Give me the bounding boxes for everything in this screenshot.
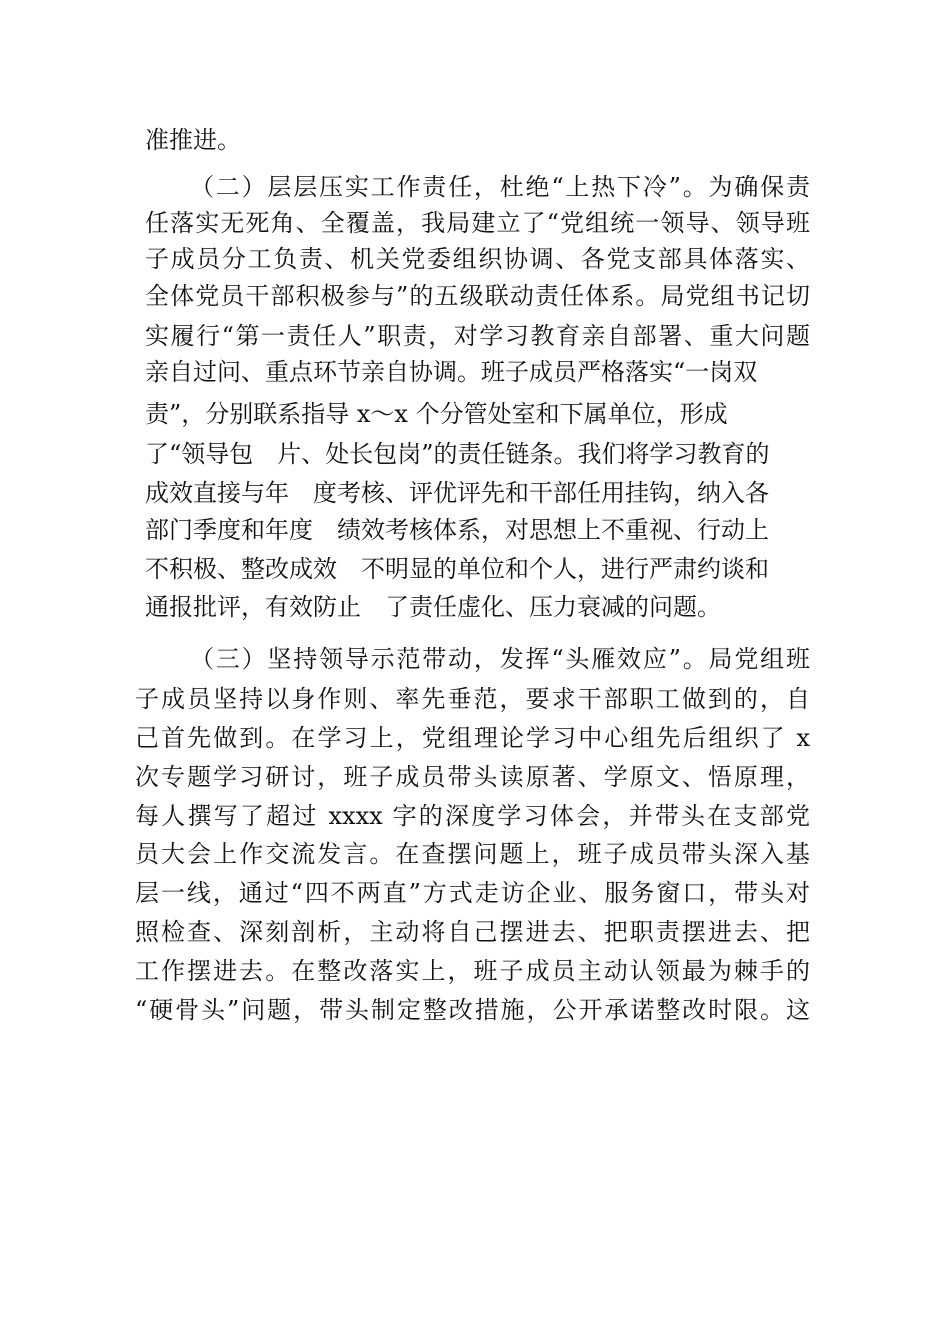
text-line: 通报批评，有效防止 了责任虚化、压力衰减的问题。 — [145, 593, 721, 621]
text-line: 任落实无死角、全覆盖，我局建立了“党组统一领导、领导班 — [145, 209, 810, 237]
text-line: 子成员分工负责、机关党委组织协调、各党支部具体落实、 — [145, 245, 810, 273]
text-line: 责”，分别联系指导 x～x 个分管处室和下属单位，形成 — [145, 400, 728, 428]
text-line: 不积极、整改成效 不明显的单位和个人，进行严肃约谈和 — [145, 555, 769, 583]
text-line: 部门季度和年度 绩效考核体系，对思想上不重视、行动上 — [145, 516, 769, 544]
text-line: 成效直接与年 度考核、评优评先和干部任用挂钩，纳入各 — [145, 479, 769, 507]
text-line: 工作摆进去。在整改落实上，班子成员主动认领最为棘手的 — [135, 957, 810, 985]
text-line: 子成员坚持以身作则、率先垂范，要求干部职工做到的，自 — [135, 685, 810, 713]
text-line: 全体党员干部积极参与”的五级联动责任体系。局党组书记切 — [145, 282, 810, 310]
text-line: 照检查、深刻剖析，主动将自己摆进去、把职责摆进去、把 — [135, 918, 810, 946]
text-line: 员大会上作交流发言。在查摆问题上，班子成员带头深入基 — [135, 840, 810, 868]
text-line: 准推进。 — [145, 126, 241, 154]
text-line: 了“领导包 片、处长包岗”的责任链条。我们将学习教育的 — [145, 440, 770, 468]
text-line: 己首先做到。在学习上，党组理论学习中心组先后组织了 x — [135, 724, 810, 752]
text-line: （二）层层压实工作责任，杜绝“上热下冷”。为确保责 — [190, 173, 810, 201]
text-line: 层一线，通过“四不两直”方式走访企业、服务窗口，带头对 — [135, 879, 810, 907]
text-line: 每人撰写了超过 xxxx 字的深度学习体会，并带头在支部党 — [135, 802, 810, 830]
text-line: 次专题学习研讨，班子成员带头读原著、学原文、悟原理， — [135, 763, 810, 791]
text-line: “硬骨头”问题，带头制定整改措施，公开承诺整改时限。这 — [135, 996, 810, 1024]
text-line: （三）坚持领导示范带动，发挥“头雁效应”。局党组班 — [190, 645, 810, 673]
text-line: 亲自过问、重点环节亲自协调。班子成员严格落实“一岗双 — [145, 358, 758, 386]
text-line: 实履行“第一责任人”职责，对学习教育亲自部署、重大问题 — [145, 322, 810, 350]
